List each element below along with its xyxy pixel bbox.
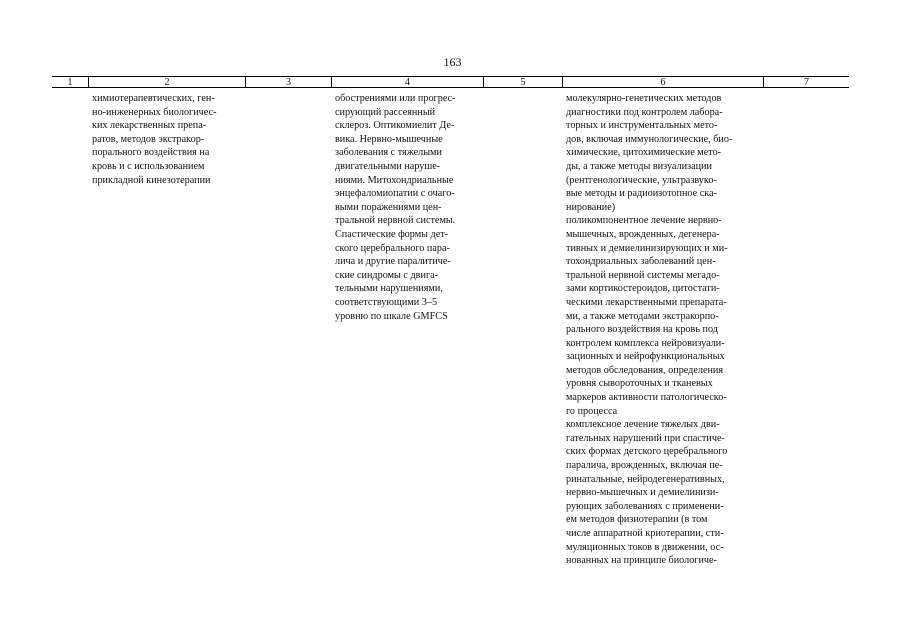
header-cell-2: 2 xyxy=(88,76,245,88)
text-line: муляционных токов в движении, ос- xyxy=(566,541,724,553)
text-line: комплексное лечение тяжелых дви- xyxy=(566,419,720,431)
text-line: тохондриальных заболеваний цен- xyxy=(566,256,716,268)
text-line: ем методов физиотерапии (в том xyxy=(566,514,708,526)
text-line: ческими лекарственными препарата- xyxy=(566,296,727,308)
text-line: ских формах детского церебрального xyxy=(566,446,728,458)
text-line: ниями. Митохондриальные xyxy=(335,174,454,186)
text-line: ские синдромы с двига- xyxy=(335,269,439,281)
text-line: сирующий рассеянный xyxy=(335,106,436,118)
text-line: дов, включая иммунологические, био- xyxy=(566,133,733,145)
text-line: лича и другие паралитиче- xyxy=(335,256,451,268)
text-line: заболевания с тяжелыми xyxy=(335,147,442,159)
text-line: соответствующими 3–5 xyxy=(335,296,438,308)
text-line: прикладной кинезотерапии xyxy=(92,174,211,186)
text-line: рующих заболеваниях с применени- xyxy=(566,500,724,512)
text-line: диагностики под контролем лабора- xyxy=(566,106,723,118)
column-6-text xyxy=(566,92,760,568)
text-line: химиотерапевтических, ген- xyxy=(92,93,215,104)
text-line: паралича, врожденных, включая пе- xyxy=(566,460,723,472)
text-line: го процесса xyxy=(566,405,618,417)
text-line: тральной нервной системы. xyxy=(335,215,456,227)
text-line: нованных на принципе биологиче- xyxy=(566,555,717,567)
text-line: тельными нарушениями, xyxy=(335,283,443,295)
text-line: зами кортикостероидов, цитостати- xyxy=(566,283,720,295)
text-line: ринатальные, нейродегенеративных, xyxy=(566,473,725,485)
text-line: энцефаломиопатии с очаго- xyxy=(335,188,455,200)
text-line: (рентгенологические, ультразвуко- xyxy=(566,174,717,186)
text-line: нервно-мышечных и демиелинизи- xyxy=(566,487,719,499)
header-cell-7: 7 xyxy=(763,76,849,88)
text-line: ратов, методов экстракор- xyxy=(92,133,205,145)
text-line: уровню по шкале GMFCS xyxy=(335,310,448,322)
text-line: порального воздействия на xyxy=(92,147,210,159)
text-line: тральной нервной системы мегадо- xyxy=(566,269,720,281)
text-line: гательных нарушений при спастиче- xyxy=(566,432,725,444)
text-line: ких лекарственных препа- xyxy=(92,120,207,132)
text-line: выми поражениями цен- xyxy=(335,201,442,213)
text-line: торных и инструментальных мето- xyxy=(566,120,718,132)
text-line: кровь и с использованием xyxy=(92,160,205,172)
header-cell-3: 3 xyxy=(245,76,331,88)
text-line: ми, а также методами экстракорпо- xyxy=(566,310,719,322)
text-line: методов обследования, определения xyxy=(566,364,724,376)
text-line: рального воздействия на кровь под xyxy=(566,324,718,336)
text-line: зационных и нейрофункциональных xyxy=(566,351,725,363)
column-2-text xyxy=(92,92,242,187)
header-cell-4: 4 xyxy=(331,76,483,88)
header-cell-1: 1 xyxy=(52,76,88,88)
text-line: ды, а также методы визуализации xyxy=(566,160,712,172)
text-line: двигательными наруше- xyxy=(335,160,441,172)
text-line: но-инженерных биологичес- xyxy=(92,106,217,118)
text-line: контролем комплекса нейровизуали- xyxy=(566,337,725,349)
text-line: молекулярно-генетических методов xyxy=(566,93,722,104)
text-line: ского церебрального пара- xyxy=(335,242,450,254)
text-line: числе аппаратной криотерапии, сти- xyxy=(566,528,724,539)
text-line: мышечных, врожденных, дегенера- xyxy=(566,228,720,240)
text-line: вика. Нервно-мышечные xyxy=(335,133,443,145)
text-line: поликомпонентное лечение нервно- xyxy=(566,215,722,227)
text-line: обострениями или прогрес- xyxy=(335,93,456,104)
header-cell-5: 5 xyxy=(483,76,562,88)
column-4-text xyxy=(335,92,481,323)
text-line: нирование) xyxy=(566,201,616,213)
page-number: 163 xyxy=(443,55,462,69)
text-line: маркеров активности патологическо- xyxy=(566,392,727,404)
text-line: уровня сывороточных и тканевых xyxy=(566,378,713,390)
text-line: тивных и демиелинизирующих и ми- xyxy=(566,242,728,254)
text-line: вые методы и радиоизотопное ска- xyxy=(566,188,717,200)
text-line: Спастические формы дет- xyxy=(335,228,449,240)
text-line: склероз. Оптикомиелит Де- xyxy=(335,120,455,132)
header-cell-6: 6 xyxy=(562,76,763,88)
text-line: химические, цитохимические мето- xyxy=(566,147,722,159)
